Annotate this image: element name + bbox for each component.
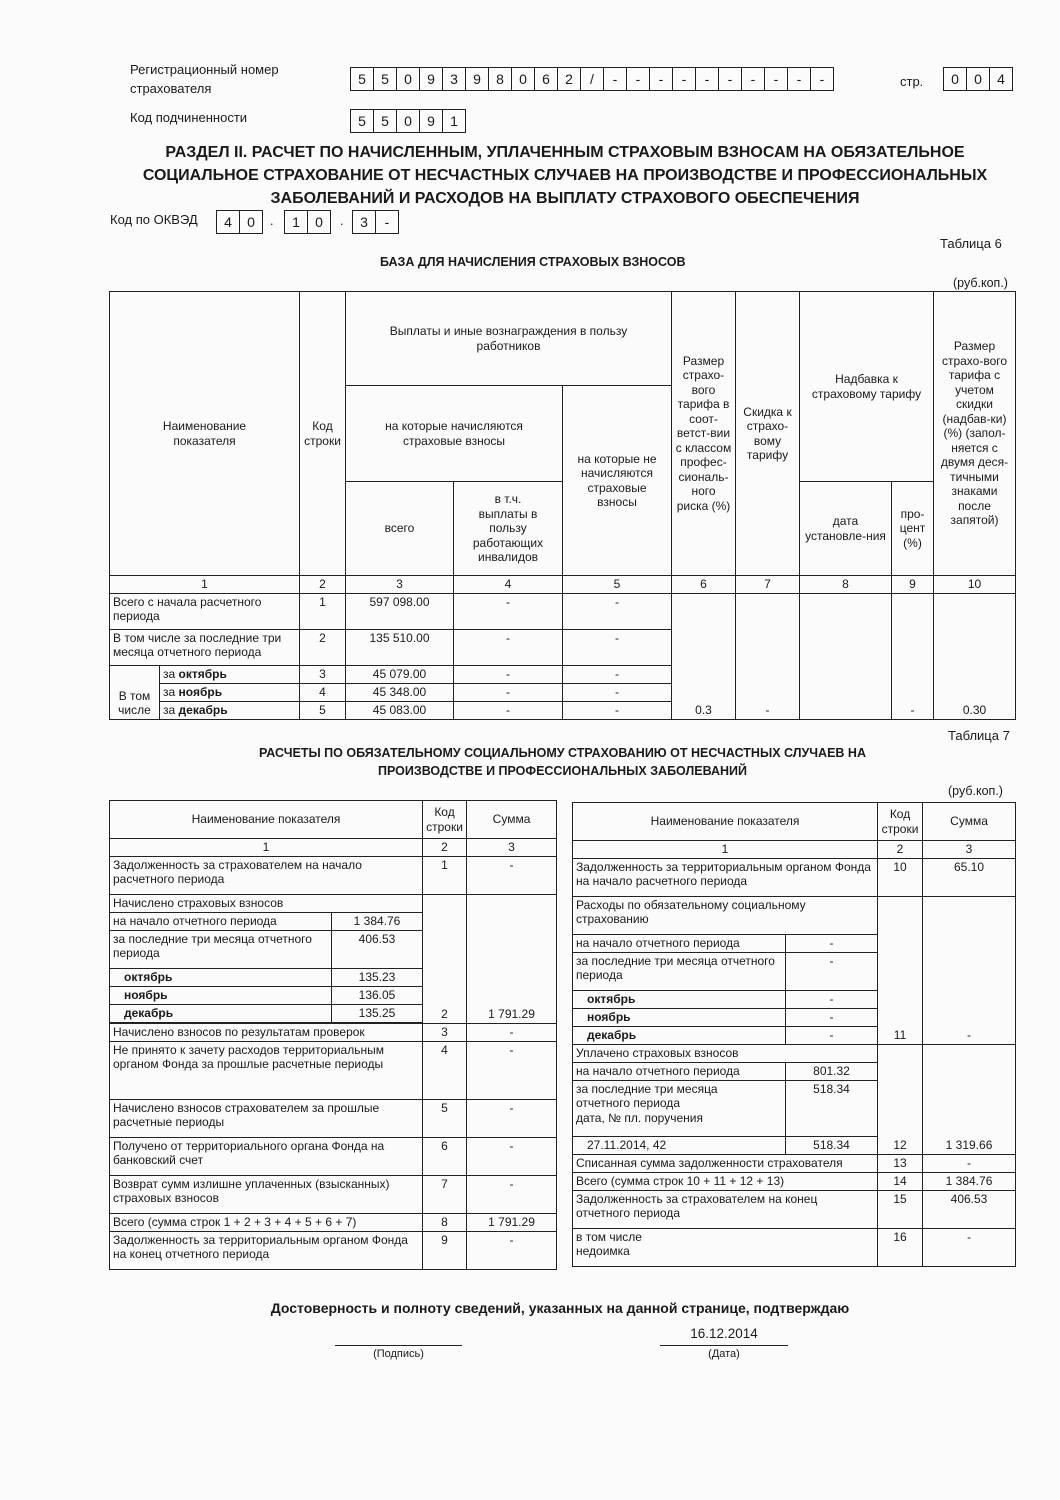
reg-number-cell: - xyxy=(695,67,719,91)
t7-row-7: Возврат сумм излишне уплаченных (взысканных) страховых взносов 7 - xyxy=(110,1175,557,1213)
sub-code-cell: 5 xyxy=(350,109,374,133)
reg-number-cell: - xyxy=(810,67,834,91)
reg-number-cell: - xyxy=(626,67,650,91)
t6-final: 0.30 xyxy=(934,593,1016,719)
reg-number-cell: - xyxy=(672,67,696,91)
t6-date-empty xyxy=(800,593,892,719)
date-label: (Дата) xyxy=(708,1348,740,1360)
reg-number-cell: / xyxy=(580,67,604,91)
date-value: 16.12.2014 xyxy=(690,1326,758,1341)
okved-label: Код по ОКВЭД xyxy=(110,212,198,227)
t7-row-13: Списанная сумма задолженности страхователя 13 - xyxy=(573,1154,1016,1172)
table7-right: Наименование показателя Код строки Сумма 1 2 3 Задолженность за территориальным органом Фонда на начало расчетного периода 10 65.10 Расходы по обязательному социальному страхованию 11 - на начало отчетного периода - за последние три месяца отчетного периода - октябрь - ноябрь - декабрь - Уплачено страховых взносов 12 1 319.66 на начало отчетного периода 801.32 за последние три месяца отчетного периода дата, № пл. поручения 518.34 27.11.2014, 42 518.34 Списанная сумма задолженности страхователя 13 - Всего (сумма строк 10 + 11 + 12 + 13) 14 1 384.76 Задолженность за страхователем на конец отчетного периода 15 406.53 в том числе недоимка 16 - xyxy=(572,802,1016,1267)
okved-cell: 0 xyxy=(307,210,331,234)
t7-row-8: Всего (сумма строк 1 + 2 + 3 + 4 + 5 + 6 + 7) 8 1 791.29 xyxy=(110,1213,557,1231)
t7-row-1: Задолженность за страхователем на начало расчетного периода 1 - xyxy=(110,856,557,894)
reg-number-cell: 6 xyxy=(534,67,558,91)
t6-h-surcharge: Надбавка к страховому тарифу xyxy=(800,292,934,482)
sub-code-cells xyxy=(350,109,466,133)
signature-label: (Подпись) xyxy=(373,1348,424,1360)
t6-row-4: за ноябрь 4 45 348.00 - - xyxy=(110,683,1016,701)
t6-h-total: всего xyxy=(346,482,454,576)
t6-incl: В том числе xyxy=(110,665,160,719)
reg-number-cell: - xyxy=(764,67,788,91)
date-line xyxy=(660,1345,788,1346)
reg-number-cell: - xyxy=(718,67,742,91)
reg-label: Регистрационный номер страхователя xyxy=(130,62,279,96)
okved-group-1 xyxy=(216,210,263,234)
okved-cell: - xyxy=(375,210,399,234)
t6-discount: - xyxy=(736,593,800,719)
reg-number-cell: - xyxy=(603,67,627,91)
section-title: РАЗДЕЛ II. РАСЧЕТ ПО НАЧИСЛЕННЫМ, УПЛАЧЕННЫМ СТРАХОВЫМ ВЗНОСАМ НА ОБЯЗАТЕЛЬНОЕ СОЦИАЛЬНОЕ СТРАХОВАНИЕ ОТ НЕСЧАСТНЫХ СЛУЧАЕВ НА ПРОИЗВОДСТВЕ И ПРОФЕССИОНАЛЬНЫХ ЗАБОЛЕВАНИЙ И РАСХОДОВ НА ВЫПЛАТУ СТРАХОВОГО ОБЕСПЕЧЕНИЯ xyxy=(142,144,988,207)
t6-h-final: Размер страхо-вого тарифа с учетом скидки (надбав-ки) (%) (запол-няется с двумя деся-тичными знаками после запятой) xyxy=(934,292,1016,576)
reg-number-cell: 8 xyxy=(488,67,512,91)
reg-number-cell: - xyxy=(787,67,811,91)
reg-number-cell: 9 xyxy=(465,67,489,91)
page-number-cell: 0 xyxy=(943,67,967,91)
reg-number-cell: 5 xyxy=(373,67,397,91)
table7-title: РАСЧЕТЫ ПО ОБЯЗАТЕЛЬНОМУ СОЦИАЛЬНОМУ СТРАХОВАНИЮ ОТ НЕСЧАСТНЫХ СЛУЧАЕВ НА ПРОИЗВОДСТВЕ И ПРОФЕССИОНАЛЬНЫХ ЗАБОЛЕВАНИЙ xyxy=(259,746,866,778)
reg-number-cells xyxy=(350,67,834,91)
okved-group-2 xyxy=(284,210,331,234)
t6-percent: - xyxy=(892,593,934,719)
t6-h-disabled: в т.ч. выплаты в пользу работающих инвалидов xyxy=(454,482,563,576)
t7-row-5: Начислено взносов страхователем за прошлые расчетные периоды 5 - xyxy=(110,1099,557,1137)
table7-units: (руб.коп.) xyxy=(948,784,1003,798)
okved-dot-1: . xyxy=(270,214,274,228)
sub-code-cell: 0 xyxy=(396,109,420,133)
table6 xyxy=(109,291,1016,720)
table7-left: Наименование показателя Код строки Сумма 1 2 3 Задолженность за страхователем на начало расчетного периода 1 - Начислено страховых взносов 2 1 791.29 на начало отчетного периода 1 384.76 за последние три месяца отчетного периода 406.53 октябрь 135.23 ноябрь 136.05 декабрь 135.25 Начислено взносов по результатам проверок 3 - Не принято к зачету расходов территориальным органом Фонда за прошлые расчетные периоды 4 - Начислено взносов страхователем за прошлые расчетные периоды 5 - Получено от территориального органа Фонда на банковский счет 6 - Возврат сумм излишне уплаченных (взысканных) страховых взносов 7 - Всего (сумма строк 1 + 2 + 3 + 4 + 5 + 6 + 7) 8 1 791.29 Задолженность за территориальным органом Фонда на конец отчетного периода 9 - xyxy=(109,800,557,1270)
t6-row-2: В том числе за последние три месяца отчетного периода 2 135 510.00 - - xyxy=(110,629,1016,665)
t6-h-discount: Скидка к страхо-вому тарифу xyxy=(736,292,800,576)
page-label: стр. xyxy=(900,74,924,89)
t6-h-nontax: на которые не начисляются страховые взносы xyxy=(563,386,672,576)
okved-cell: 0 xyxy=(239,210,263,234)
sub-code-cell: 9 xyxy=(419,109,443,133)
t7-row-10: Задолженность за территориальным органом Фонда на начало расчетного периода 10 65.10 xyxy=(573,858,1016,896)
okved-cell: 4 xyxy=(216,210,240,234)
t6-row-5: за декабрь 5 45 083.00 - - xyxy=(110,701,1016,719)
reg-number-cell: 2 xyxy=(557,67,581,91)
t6-h-code: Код строки xyxy=(300,292,346,576)
t6-colnums: 1 2 3 4 5 6 7 8 9 10 xyxy=(110,576,1016,594)
table6-units: (руб.коп.) xyxy=(953,276,1008,290)
t7-row-16: в том числе недоимка 16 - xyxy=(573,1228,1016,1266)
table6-label: Таблица 6 xyxy=(940,236,1002,251)
t6-h-percent: про-цент (%) xyxy=(892,482,934,576)
signature-line xyxy=(335,1345,462,1346)
okved-cell: 1 xyxy=(284,210,308,234)
t7-row-14: Всего (сумма строк 10 + 11 + 12 + 13) 14 1 384.76 xyxy=(573,1172,1016,1190)
t6-h-rate: Размер страхо-вого тарифа в соот-ветст-вии с классом профес-сиональ-ного риска (%) xyxy=(672,292,736,576)
reg-number-cell: - xyxy=(741,67,765,91)
t6-h-name: Наименование показателя xyxy=(110,292,300,576)
t6-h-taxable: на которые начисляются страховые взносы xyxy=(346,386,563,482)
t7-row-9: Задолженность за территориальным органом Фонда на конец отчетного периода 9 - xyxy=(110,1231,557,1269)
page-number-cell: 4 xyxy=(989,67,1013,91)
t7-row-6: Получено от территориального органа Фонда на банковский счет 6 - xyxy=(110,1137,557,1175)
reg-number-cell: - xyxy=(649,67,673,91)
sub-code-cell: 5 xyxy=(373,109,397,133)
t6-row-1: Всего с начала расчетного периода 1 597 098.00 - - 0.3 - - 0.30 xyxy=(110,593,1016,629)
okved-dot-2: . xyxy=(340,214,344,228)
t6-row-3: В том числе за октябрь 3 45 079.00 - - xyxy=(110,665,1016,683)
reg-number-cell: 5 xyxy=(350,67,374,91)
sub-code-cell: 1 xyxy=(442,109,466,133)
reg-number-cell: 3 xyxy=(442,67,466,91)
t6-h-date: дата установле-ния xyxy=(800,482,892,576)
t7-row-15: Задолженность за страхователем на конец отчетного периода 15 406.53 xyxy=(573,1190,1016,1228)
table7-label: Таблица 7 xyxy=(948,728,1010,743)
reg-number-cell: 0 xyxy=(511,67,535,91)
confirm-text: Достоверность и полноту сведений, указанных на данной странице, подтверждаю xyxy=(270,1300,850,1316)
okved-group-3 xyxy=(352,210,399,234)
t6-h-payments: Выплаты и иные вознаграждения в пользу работников xyxy=(346,292,672,386)
page-number-cells xyxy=(943,67,1013,91)
t6-rate: 0.3 xyxy=(672,593,736,719)
page-number-cell: 0 xyxy=(966,67,990,91)
t7-row-4: Не принято к зачету расходов территориальным органом Фонда за прошлые расчетные периоды 4 - xyxy=(110,1041,557,1099)
t7-row-3: Начислено взносов по результатам проверок 3 - xyxy=(110,1023,557,1041)
reg-number-cell: 9 xyxy=(419,67,443,91)
reg-number-cell: 0 xyxy=(396,67,420,91)
sub-label: Код подчиненности xyxy=(130,110,248,125)
okved-cell: 3 xyxy=(352,210,376,234)
table6-title: БАЗА ДЛЯ НАЧИСЛЕНИЯ СТРАХОВЫХ ВЗНОСОВ xyxy=(380,255,686,269)
